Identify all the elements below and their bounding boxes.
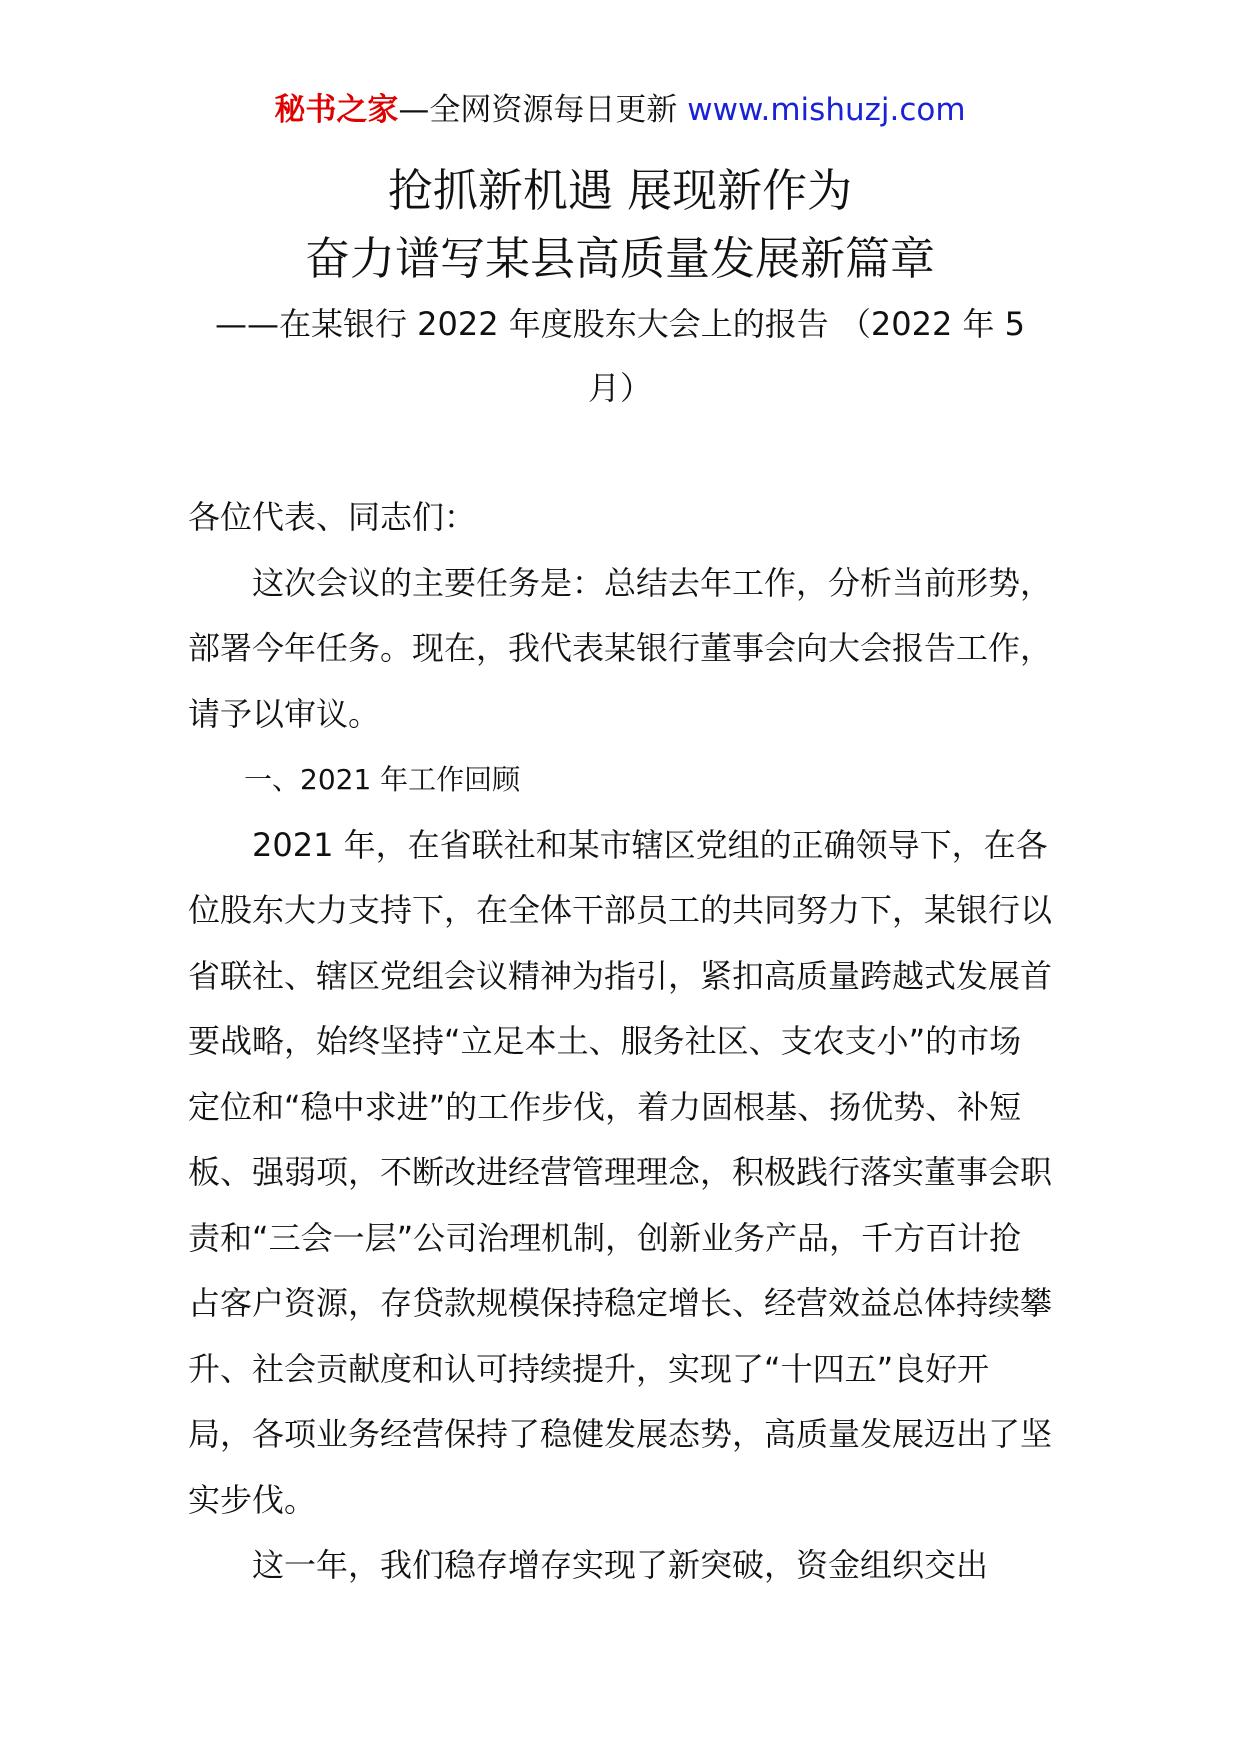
document-title-line1: 抢抓新机遇 展现新作为: [387, 164, 853, 217]
document-title-line2: 奋力谱写某县高质量发展新篇章: [304, 232, 935, 285]
salutation: 各位代表、同志们：: [188, 498, 477, 536]
paragraph: 这次会议的主要任务是：总结去年工作，分析当前形势，部署今年任务。现在，我代表某银行董事会向大会报告工作，请予以审议。: [188, 563, 1053, 733]
paragraph: 2021 年，在省联社和某市辖区党组的正确领导下，在各位股东大力支持下，在全体干部员工的共同努力下，某银行以省联社、辖区党组会议精神为指引，紧扣高质量跨越式发展首要战略，始终坚持“立足本土、服务社区、支农支小”的市场定位和“稳中求进”的工作步伐，着力固根基、扬优势、补短板、强弱项，不断改进经营管理理念，积极践行落实董事会职责和“三会一层”公司治理机制，创新业务产品，千方百计抢占客户资源，存贷款规模保持稳定增长、经营效益总体持续攀升、社会贡献度和认可持续提升，实现了“十四五”良好开局，各项业务经营保持了稳健发展态势，高质量发展迈出了坚实步伐。: [188, 825, 1053, 1519]
document-body: [188, 485, 1052, 1599]
section-heading: 一、2021 年工作回顾: [244, 763, 521, 796]
header-url-link[interactable]: www.mishuzj.com: [687, 92, 966, 128]
paragraph: 这一年，我们稳存增存实现了新突破，资金组织交出: [252, 1546, 989, 1584]
document-subtitle: ——在某银行 2022 年度股东大会上的报告 （2022 年 5 月）: [214, 305, 1026, 407]
site-header: [0, 92, 1240, 129]
header-brand: 秘书之家: [274, 92, 399, 128]
header-tagline: —全网资源每日更新: [398, 92, 678, 128]
